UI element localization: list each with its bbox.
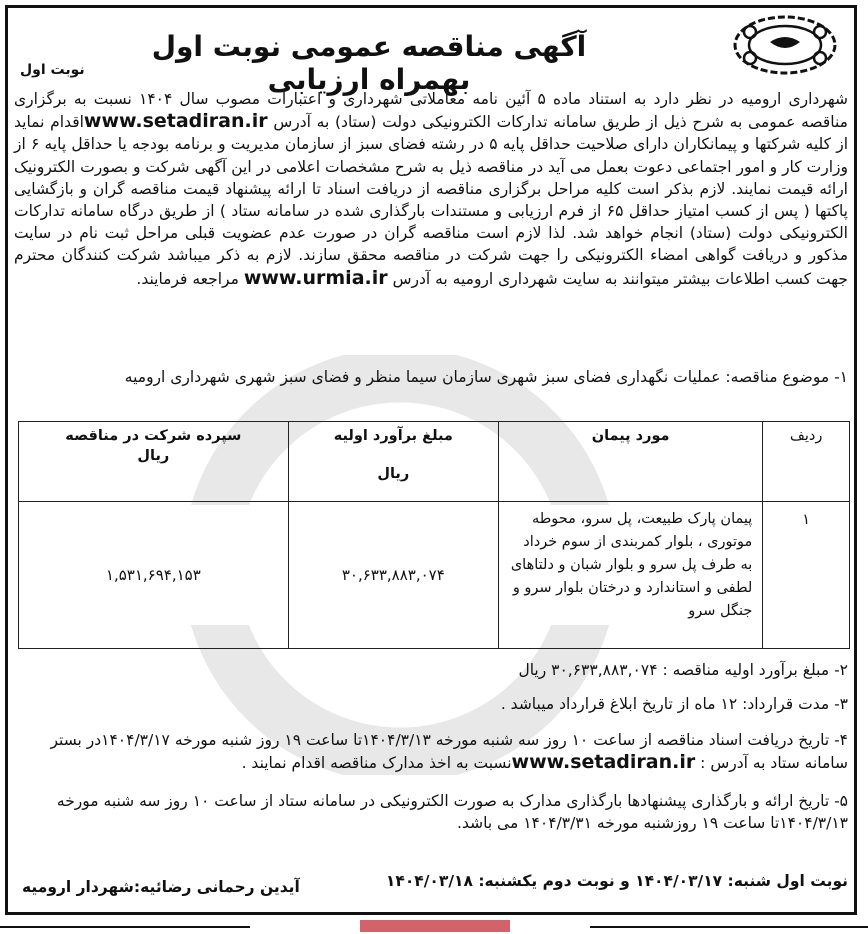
item-documents	[14, 729, 848, 774]
intro-part-1: شهرداری ارومیه در نظر دارد به استناد ماده ۵ آئین نامه معاملاتی شهرداری و اعتبارات مصوب سال ۱۴۰۴ نسبت به برگزاری مناقصه عمومی به شرح ذیل از طریق سامانه تدارکات الکترونیکی دولت (ستاد) به آدرس	[14, 90, 849, 132]
header-amount	[288, 422, 498, 502]
bottom-border-right	[590, 926, 868, 934]
header-deposit-unit: ریال	[137, 448, 170, 464]
header	[0, 0, 868, 96]
item-documents-link[interactable]: www.setadiran.ir	[511, 751, 696, 773]
municipality-logo-icon	[730, 14, 840, 76]
row-subject: پیمان پارک طبیعت، پل سرو، محوطه موتوری ، بلوار کمربندی از سوم خرداد به طرف پل سرو و بلوار شبان و دلتاهای لطفی و استاندارد و درختان بلوار سرو و جنگل سرو	[498, 502, 762, 649]
signature: آیدین رحمانی رضائیه:شهردار ارومیه	[22, 878, 300, 896]
row-deposit: ۱,۵۳۱,۶۹۴,۱۵۳	[19, 502, 289, 649]
round-label: نوبت اول	[20, 62, 85, 78]
bottom-strip	[0, 918, 868, 934]
header-radif: ردیف	[763, 422, 850, 502]
item-estimate: ۲- مبلغ برآورد اولیه مناقصه : ۳۰,۶۳۳,۸۸۳,۰۷۴ ریال	[518, 661, 848, 679]
item-documents-text: ۴- تاریخ دریافت اسناد مناقصه از ساعت ۱۰ روز سه شنبه مورخه ۱۴۰۴/۳/۱۳تا ساعت ۱۹ روز شنبه مورخه ۱۴۰۴/۳/۱۷در بستر سامانه ستاد به آدرس :	[50, 731, 848, 772]
publication-dates: نوبت اول شنبه: ۱۴۰۴/۰۳/۱۷ و نوبت دوم یکشنبه: ۱۴۰۴/۰۳/۱۸	[385, 872, 848, 890]
setadiran-link[interactable]: www.setadiran.ir	[83, 110, 268, 133]
item-submission: ۵- تاریخ ارائه و بارگذاری پیشنهادها بارگذاری مدارک به صورت الکترونیکی در سامانه ستاد از ساعت ۱۰ روز سه شنبه مورخه ۱۴۰۴/۳/۱۳تا ساعت ۱۹ روزشنبه مورخه ۱۴۰۴/۳/۳۱ می باشد.	[56, 792, 848, 832]
row-amount: ۳۰,۶۳۳,۸۸۳,۰۷۴	[288, 502, 498, 649]
bottom-border-left	[0, 926, 250, 934]
intro-part-3: مراجعه فرمایند.	[136, 269, 239, 288]
notice-title: آگهی مناقصه عمومی نوبت اول بهمراه ارزیابی	[151, 30, 587, 96]
table-header-row	[19, 422, 850, 502]
tender-topic: ۱- موضوع مناقصه: عملیات نگهداری فضای سبز شهری سازمان سیما منظر و فضای سبز شهری شهرداری ارومیه	[124, 368, 848, 386]
tender-table	[18, 421, 850, 649]
header-amount-label: مبلغ برآورد اولیه	[333, 428, 453, 444]
table-row	[19, 502, 850, 649]
intro-paragraph	[14, 88, 848, 290]
item-duration: ۳- مدت قرارداد: ۱۲ ماه از تاریخ ابلاغ قرارداد میباشد .	[500, 695, 848, 713]
urmia-link[interactable]: www.urmia.ir	[243, 266, 388, 289]
header-subject: مورد پیمان	[498, 422, 762, 502]
header-amount-unit: ریال	[377, 466, 410, 482]
intro-part-2: اقدام نماید از کلیه شرکتها و پیمانکاران دارای صلاحیت حداقل پایه ۵ در رشته فضای سبز از سازمان مدیریت و برنامه بودجه یا حداقل پایه ۶ از وزارت کار و امور اجتماعی دعوت بعمل می آید در مناقصه ذیل به شرح مشخصات اعلامی در این آگهی شرکت و بصورت الکترونیک ارائه قیمت نمایند. لازم بذکر است کلیه مراحل برگزاری مناقصه از دریافت اسناد تا ارائه پیشنهاد قیمت مناقصه گران و بازگشایی پاکتها ( پس از کسب امتیاز حداقل ۶۵ از فرم ارزیابی و مستندات بارگذاری شده در سامانه ستاد ) از طریق درگاه سامانه تدارکات الکترونیکی دولت (ستاد) انجام خواهد شد. لذا لازم است مناقصه گران در صورت عدم عضویت قبلی مراحل ثبت نام در سایت مذکور و دریافت گواهی امضاء الکترونیکی را جهت شرکت در مناقصه محقق سازند. لازم به ذکر میباشد شرکت کنندگان محترم جهت کسب اطلاعات بیشتر میتوانند به سایت شهرداری ارومیه به آدرس	[14, 113, 849, 288]
item-documents-tail: نسبت به اخذ مدارک مناقصه اقدام نمایند .	[241, 754, 512, 772]
row-radif: ۱	[763, 502, 850, 649]
footer	[22, 872, 848, 902]
header-deposit-label: سپرده شرکت در مناقصه	[65, 428, 242, 444]
header-deposit	[19, 422, 289, 502]
tender-items	[14, 655, 848, 834]
bottom-red-mark	[360, 920, 510, 932]
